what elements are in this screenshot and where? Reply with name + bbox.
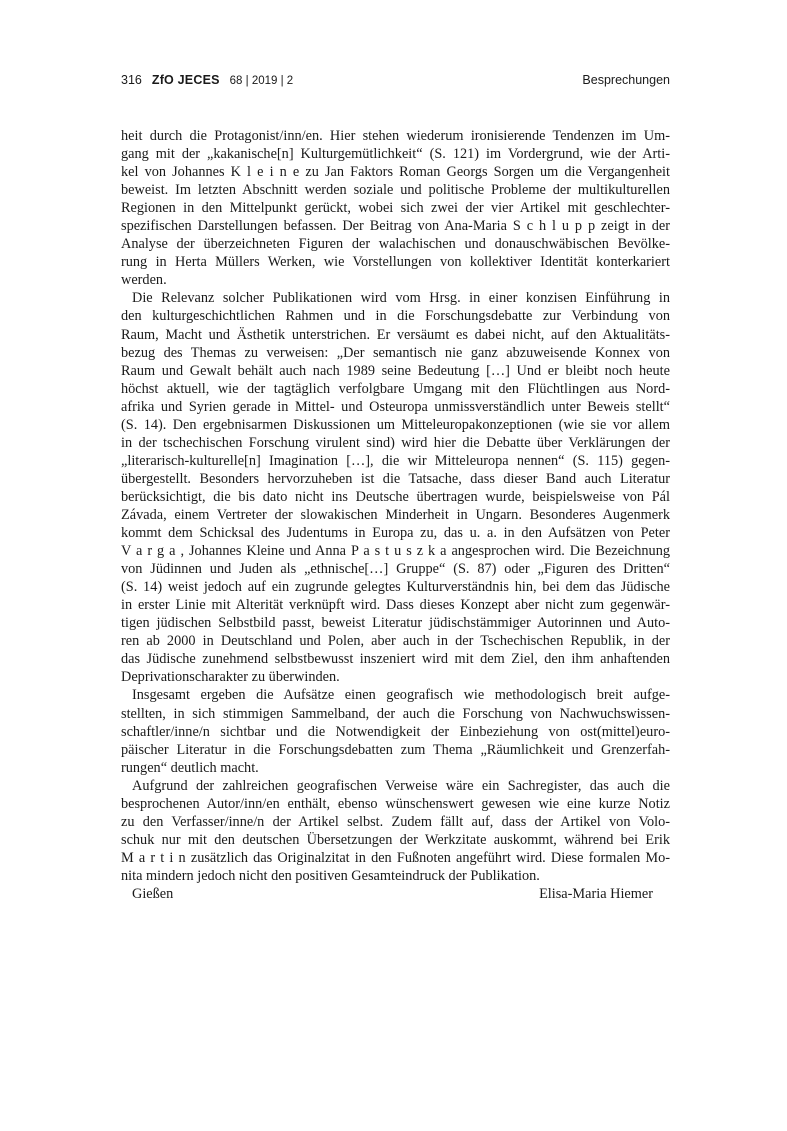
text-line: Die Relevanz solcher Publikationen wird vom Hrsg. in einer konzisen Einführung in — [132, 290, 670, 307]
text-line: von Jüdinnen und Juden als „ethnische[…] Gruppe“ (S. 87) oder „Figuren des Dritten“ — [121, 561, 670, 578]
text-line: tigen jüdischen Selbstbild passt, beweist Literatur jüdischstämmiger Autorinnen und Auto- — [121, 615, 670, 632]
section-title: Besprechungen — [582, 73, 670, 87]
signature-author: Elisa-Maria Hiemer — [539, 885, 653, 902]
text-line: kommt dem Schicksal des Judentums in Europa zu, das u. a. in den Aufsätzen von Peter — [121, 525, 670, 542]
text-line: werden. — [121, 272, 167, 289]
text-line: ren ab 2000 in Deutschland und Polen, aber auch in der Tschechischen Republik, in der — [121, 633, 670, 650]
text-line: besprochenen Autor/inn/en enthält, ebenso wünschenswert gewesen wie eine kurze Notiz — [121, 795, 670, 812]
text-line: Deprivationscharakter zu überwinden. — [121, 669, 340, 686]
text-line: heit durch die Protagonist/inn/en. Hier stehen wiederum ironisierende Tendenzen im Um- — [121, 128, 670, 144]
text-line: bezug des Themas zu verweisen: „Der semantisch nie ganz abzuweisende Konnex von — [121, 344, 670, 361]
text-line: Raum und Gewalt behält auch nach 1989 seine Bedeutung […] Und er bleibt noch heute — [121, 362, 670, 379]
text-line: Regionen in den Mittelpunkt gerückt, wobei sich zwei der vier Artikel mit geschlechter- — [121, 200, 670, 217]
signature-place: Gießen — [132, 885, 174, 902]
running-head — [121, 73, 670, 93]
text-line: in erster Linie mit Alterität verknüpft wird. Dass dieses Konzept aber nicht zum gegenwär- — [121, 597, 670, 614]
text-line: den kulturgeschichtlichen Rahmen und in die Forschungsdebatte zur Verbindung von — [121, 308, 670, 325]
text-line: das Jüdische zunehmend selbstbewusst inszeniert wird mit dem Ziel, den ihm anhaftenden — [121, 651, 670, 668]
text-line: in der tschechischen Forschung virulent sind) wird hier die Debatte über Verklärungen der — [121, 434, 670, 451]
text-line: Raum, Macht und Ästhetik unterstrichen. Er versäumt es dabei nicht, auf den Aktualitäts- — [121, 326, 670, 343]
signature-line — [121, 885, 670, 903]
text-line: spezifischen Darstellungen befassen. Der Beitrag von Ana-Maria S c h l u p p zeigt in der — [121, 218, 670, 235]
text-line: berücksichtigt, die bis dato nicht ins Deutsche übertragen wurde, beispielsweise von Pál — [121, 488, 670, 505]
text-line: rung in Herta Müllers Werken, wie Vorstellungen von kollektiver Identität konterkariert — [121, 254, 670, 271]
text-line: Insgesamt ergeben die Aufsätze einen geografisch wie methodologisch breit aufge- — [132, 687, 670, 704]
running-head-left — [121, 73, 293, 87]
text-line: schaftler/inne/n sichtbar und die Notwendigkeit der Einbeziehung von ost(mittel)euro- — [121, 723, 670, 740]
text-line: Analyse der überzeichneten Figuren der walachischen und donauschwäbischen Bevölke- — [121, 236, 670, 253]
text-line: schuk nur mit den deutschen Übersetzungen der Werkzitate auskommt, während bei Erik — [121, 831, 670, 848]
journal-title: ZfO JECES — [151, 73, 220, 87]
text-line: beweist. Im letzten Abschnitt werden soziale und politische Probleme der multikulturellen — [121, 182, 670, 199]
text-line: höchst aktuell, wie der tagtäglich verfolgbare Umgang mit den Flüchtlingen aus Nord- — [121, 380, 670, 397]
text-line: Aufgrund der zahlreichen geografischen Verweise wäre ein Sachregister, das auch die — [132, 777, 670, 794]
text-line: kel von Johannes K l e i n e zu Jan Faktors Roman Georgs Sorgen um die Vergangenheit — [121, 164, 670, 181]
text-line: „literarisch-kulturelle[n] Imagination […], die wir Mitteleuropa nennen“ (S. 115) gegen- — [121, 452, 670, 469]
journal-issue: 68 | 2019 | 2 — [229, 75, 294, 87]
text-line: stellten, in sich stimmigen Sammelband, der auch die Forschung von Nachwuchswissen- — [121, 705, 670, 722]
review-text — [121, 127, 670, 903]
text-line: (S. 14). Den ergebnisarmen Diskussionen um Mitteleuropakonzeptionen (wie sie vor allem — [121, 416, 670, 433]
text-line: V a r g a , Johannes Kleine und Anna P a s t u s z k a angesprochen wird. Die Bezeichnung — [121, 543, 670, 560]
text-line: rungen“ deutlich macht. — [121, 759, 259, 776]
text-line: Závada, einem Vertreter der slowakischen Minderheit in Ungarn. Besonderes Augenmerk — [121, 506, 670, 523]
text-line: M a r t i n zusätzlich das Originalzitat in den Fußnoten angeführt wird. Diese formalen Mo- — [121, 849, 670, 866]
text-line: (S. 14) weist jedoch auf ein zugrunde gelegtes Kulturverständnis hin, bei dem das Jüdische — [121, 579, 670, 596]
page-number: 316 — [121, 73, 142, 87]
text-line: päischer Literatur in die Forschungsdebatten zum Thema „Räumlichkeit und Grenzerfah- — [121, 741, 670, 758]
text-line: übergestellt. Besonders hervorzuheben ist die Tatsache, dass dieser Band auch Literatur — [121, 470, 670, 487]
body-lines — [121, 127, 670, 885]
text-line: gang mit der „kakanische[n] Kulturgemütlichkeit“ (S. 121) im Vordergrund, wie der Arti- — [121, 146, 670, 163]
text-line: nita mindern jedoch nicht den positiven Gesamteindruck der Publikation. — [121, 867, 540, 884]
text-line: zu den Verfasser/inne/n der Artikel selbst. Zudem fällt auf, dass der Artikel von Volo- — [121, 813, 670, 830]
text-line: afrika und Syrien gerade in Mittel- und Osteuropa unmissverständlich unter Beweis stellt“ — [121, 398, 670, 415]
